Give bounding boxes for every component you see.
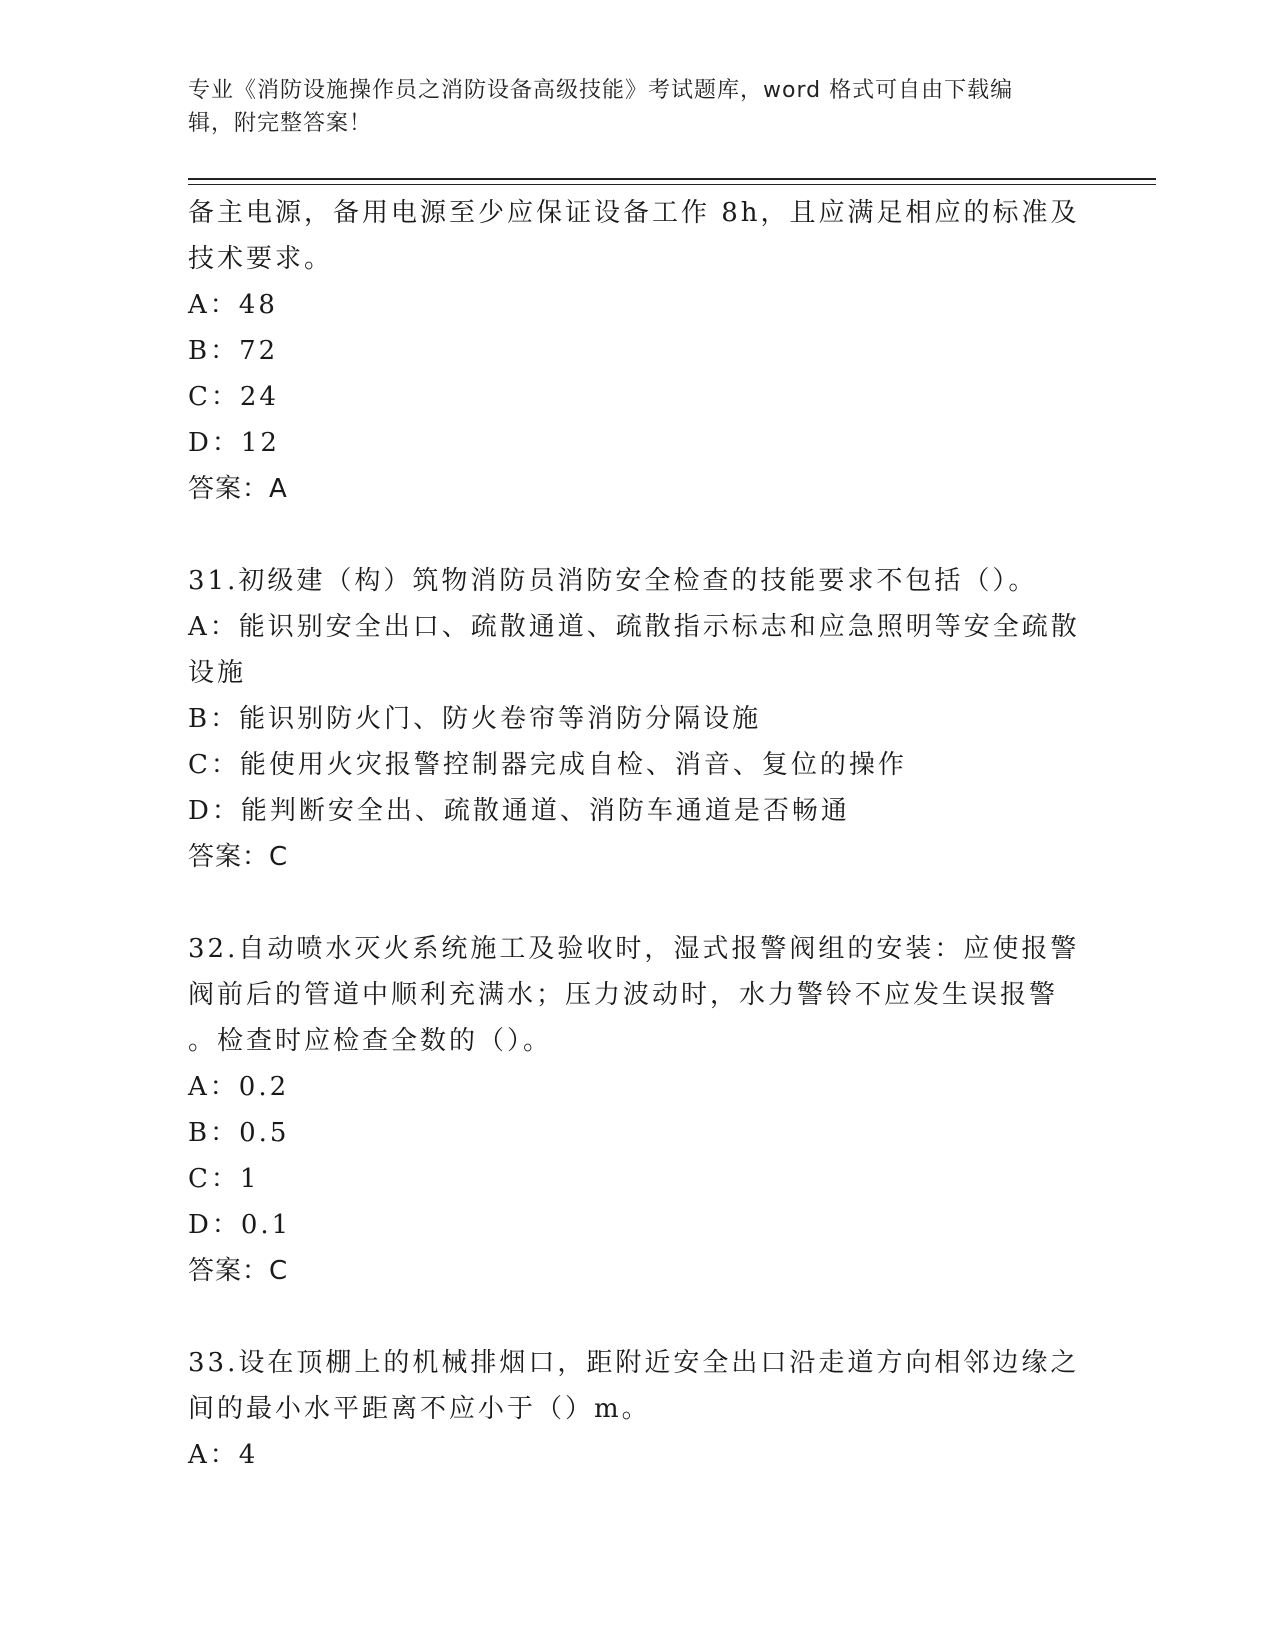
option-a: A：0.2 [188, 1072, 290, 1102]
answer-line: 答案：C [188, 1256, 289, 1286]
option-b: B：能识别防火门、防火卷帘等消防分隔设施 [188, 704, 762, 734]
header-line-1: 专业《消防设施操作员之消防设备高级技能》考试题库，word 格式可自由下载编 [188, 78, 1014, 103]
question-list [188, 190, 1088, 1478]
header-divider-thin [188, 184, 1156, 185]
question-32 [188, 926, 1088, 1294]
question-stem-line: 33.设在顶棚上的机械排烟口，距附近安全出口沿走道方向相邻边缘之 [188, 1348, 1080, 1378]
question-31 [188, 558, 1088, 880]
answer-line: 答案：A [188, 474, 288, 504]
option-b: B：72 [188, 336, 279, 366]
option-c: C：1 [188, 1164, 260, 1194]
option-a: A：4 [188, 1440, 259, 1470]
question-stem-line: 。检查时应检查全数的（）。 [188, 1026, 553, 1056]
question-stem-line: 阀前后的管道中顺利充满水；压力波动时，水力警铃不应发生误报警 [188, 980, 1059, 1010]
option-b: B：0.5 [188, 1118, 290, 1148]
header-line-2: 辑，附完整答案！ [188, 111, 373, 136]
option-c: C：24 [188, 382, 279, 412]
spacer [188, 880, 1088, 926]
question-stem-line: 32.自动喷水灭火系统施工及验收时，湿式报警阀组的安装：应使报警 [188, 934, 1080, 964]
option-c: C：能使用火灾报警控制器完成自检、消音、复位的操作 [188, 750, 907, 780]
question-prev [188, 190, 1088, 512]
answer-line: 答案：C [188, 842, 289, 872]
option-d: D：12 [188, 428, 280, 458]
option-a: A：能识别安全出口、疏散通道、疏散指示标志和应急照明等安全疏散 [188, 612, 1080, 642]
question-stem-line: 31.初级建（构）筑物消防员消防安全检查的技能要求不包括（）。 [188, 566, 1038, 596]
option-d: D：能判断安全出、疏散通道、消防车通道是否畅通 [188, 796, 850, 826]
spacer [188, 512, 1088, 558]
question-stem-line: 间的最小水平距离不应小于（）m。 [188, 1394, 651, 1424]
question-stem-line: 备主电源，备用电源至少应保证设备工作 8h，且应满足相应的标准及 [188, 198, 1080, 228]
option-d: D：0.1 [188, 1210, 292, 1240]
option-a: A：48 [188, 290, 278, 320]
document-header [188, 74, 1068, 140]
spacer [188, 1294, 1088, 1340]
option-a-continued: 设施 [188, 658, 247, 688]
question-stem-line: 技术要求。 [188, 244, 334, 274]
question-33 [188, 1340, 1088, 1478]
header-divider-thick [188, 178, 1156, 180]
